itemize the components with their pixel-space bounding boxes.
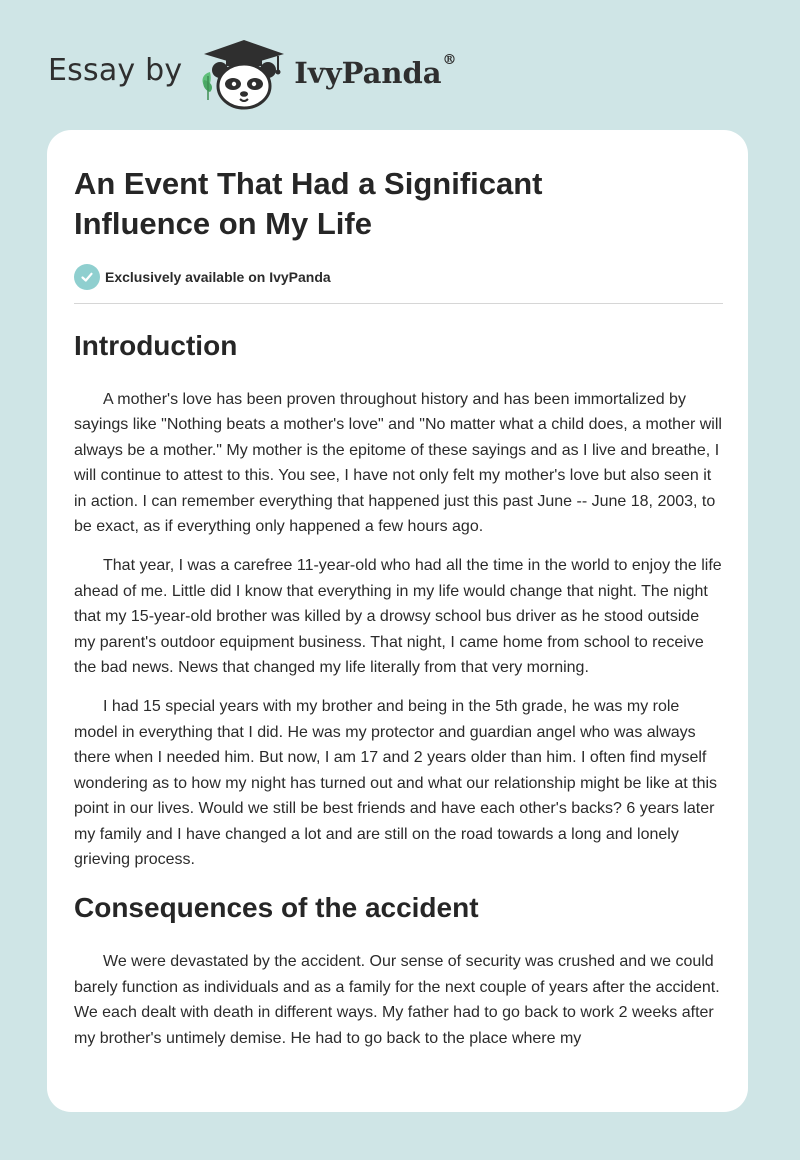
brand-prefix: Essay by bbox=[48, 52, 183, 88]
panda-graduate-icon bbox=[196, 36, 292, 112]
section-heading-consequences: Consequences of the accident bbox=[74, 892, 479, 924]
brand-header bbox=[48, 36, 457, 112]
paragraph: That year, I was a carefree 11-year-old who had all the time in the world to enjoy the life ahead of me. Little did I know that everything in my life would change that night. The night that my 15-year-old brother was killed by a drowsy school bus driver as he stood outside my parent's outdoor equipment business. That night, I came home from school to receive the bad news. News that changed my life literally from that very morning. bbox=[74, 557, 722, 677]
brand-name[interactable]: IvyPanda® bbox=[294, 52, 457, 90]
paragraph: I had 15 special years with my brother and being in the 5th grade, he was my role model in everything that I did. He was my protector and guardian angel who was always there when I needed him. But now, I am 17 and 2 years older than him. I often find myself wondering as to how my night has turned out and what our relationship might be like at this point in our lives. Would we still be best friends and have each other's backs? 6 years later my family and I have changed a lot and are still on the road towards a long and lonely grieving process. bbox=[74, 698, 718, 868]
paragraph: We were devastated by the accident. Our sense of security was crushed and we could barely function as individuals and as a family for the next couple of years after the accident. We each dealt with death in different ways. My father had to go back to work 2 weeks after my brother's untimely demise. He had to go back to the place where my bbox=[74, 953, 720, 1047]
essay-title: An Event That Had a Significant Influence on My Life bbox=[74, 166, 543, 241]
essay-card bbox=[47, 130, 748, 1112]
paragraph: A mother's love has been proven throughout history and has been immortalized by sayings like "Nothing beats a mother's love" and "No matter what a child does, a mother will always be a mother." My mother is the epitome of these sayings and as I live and breathe, I will continue to attest to this. You see, I have not only felt my mother's love but also seen it in action. I can remember everything that happened just this past June -- June 18, 2003, to be exact, as if everything only happened a few hours ago. bbox=[74, 391, 722, 536]
section-heading-introduction: Introduction bbox=[74, 330, 238, 361]
check-icon bbox=[74, 264, 100, 290]
registered-mark: ® bbox=[442, 52, 457, 68]
exclusive-badge bbox=[74, 264, 722, 290]
exclusive-badge-label: Exclusively available on IvyPanda bbox=[105, 269, 331, 285]
title-divider bbox=[74, 303, 723, 304]
